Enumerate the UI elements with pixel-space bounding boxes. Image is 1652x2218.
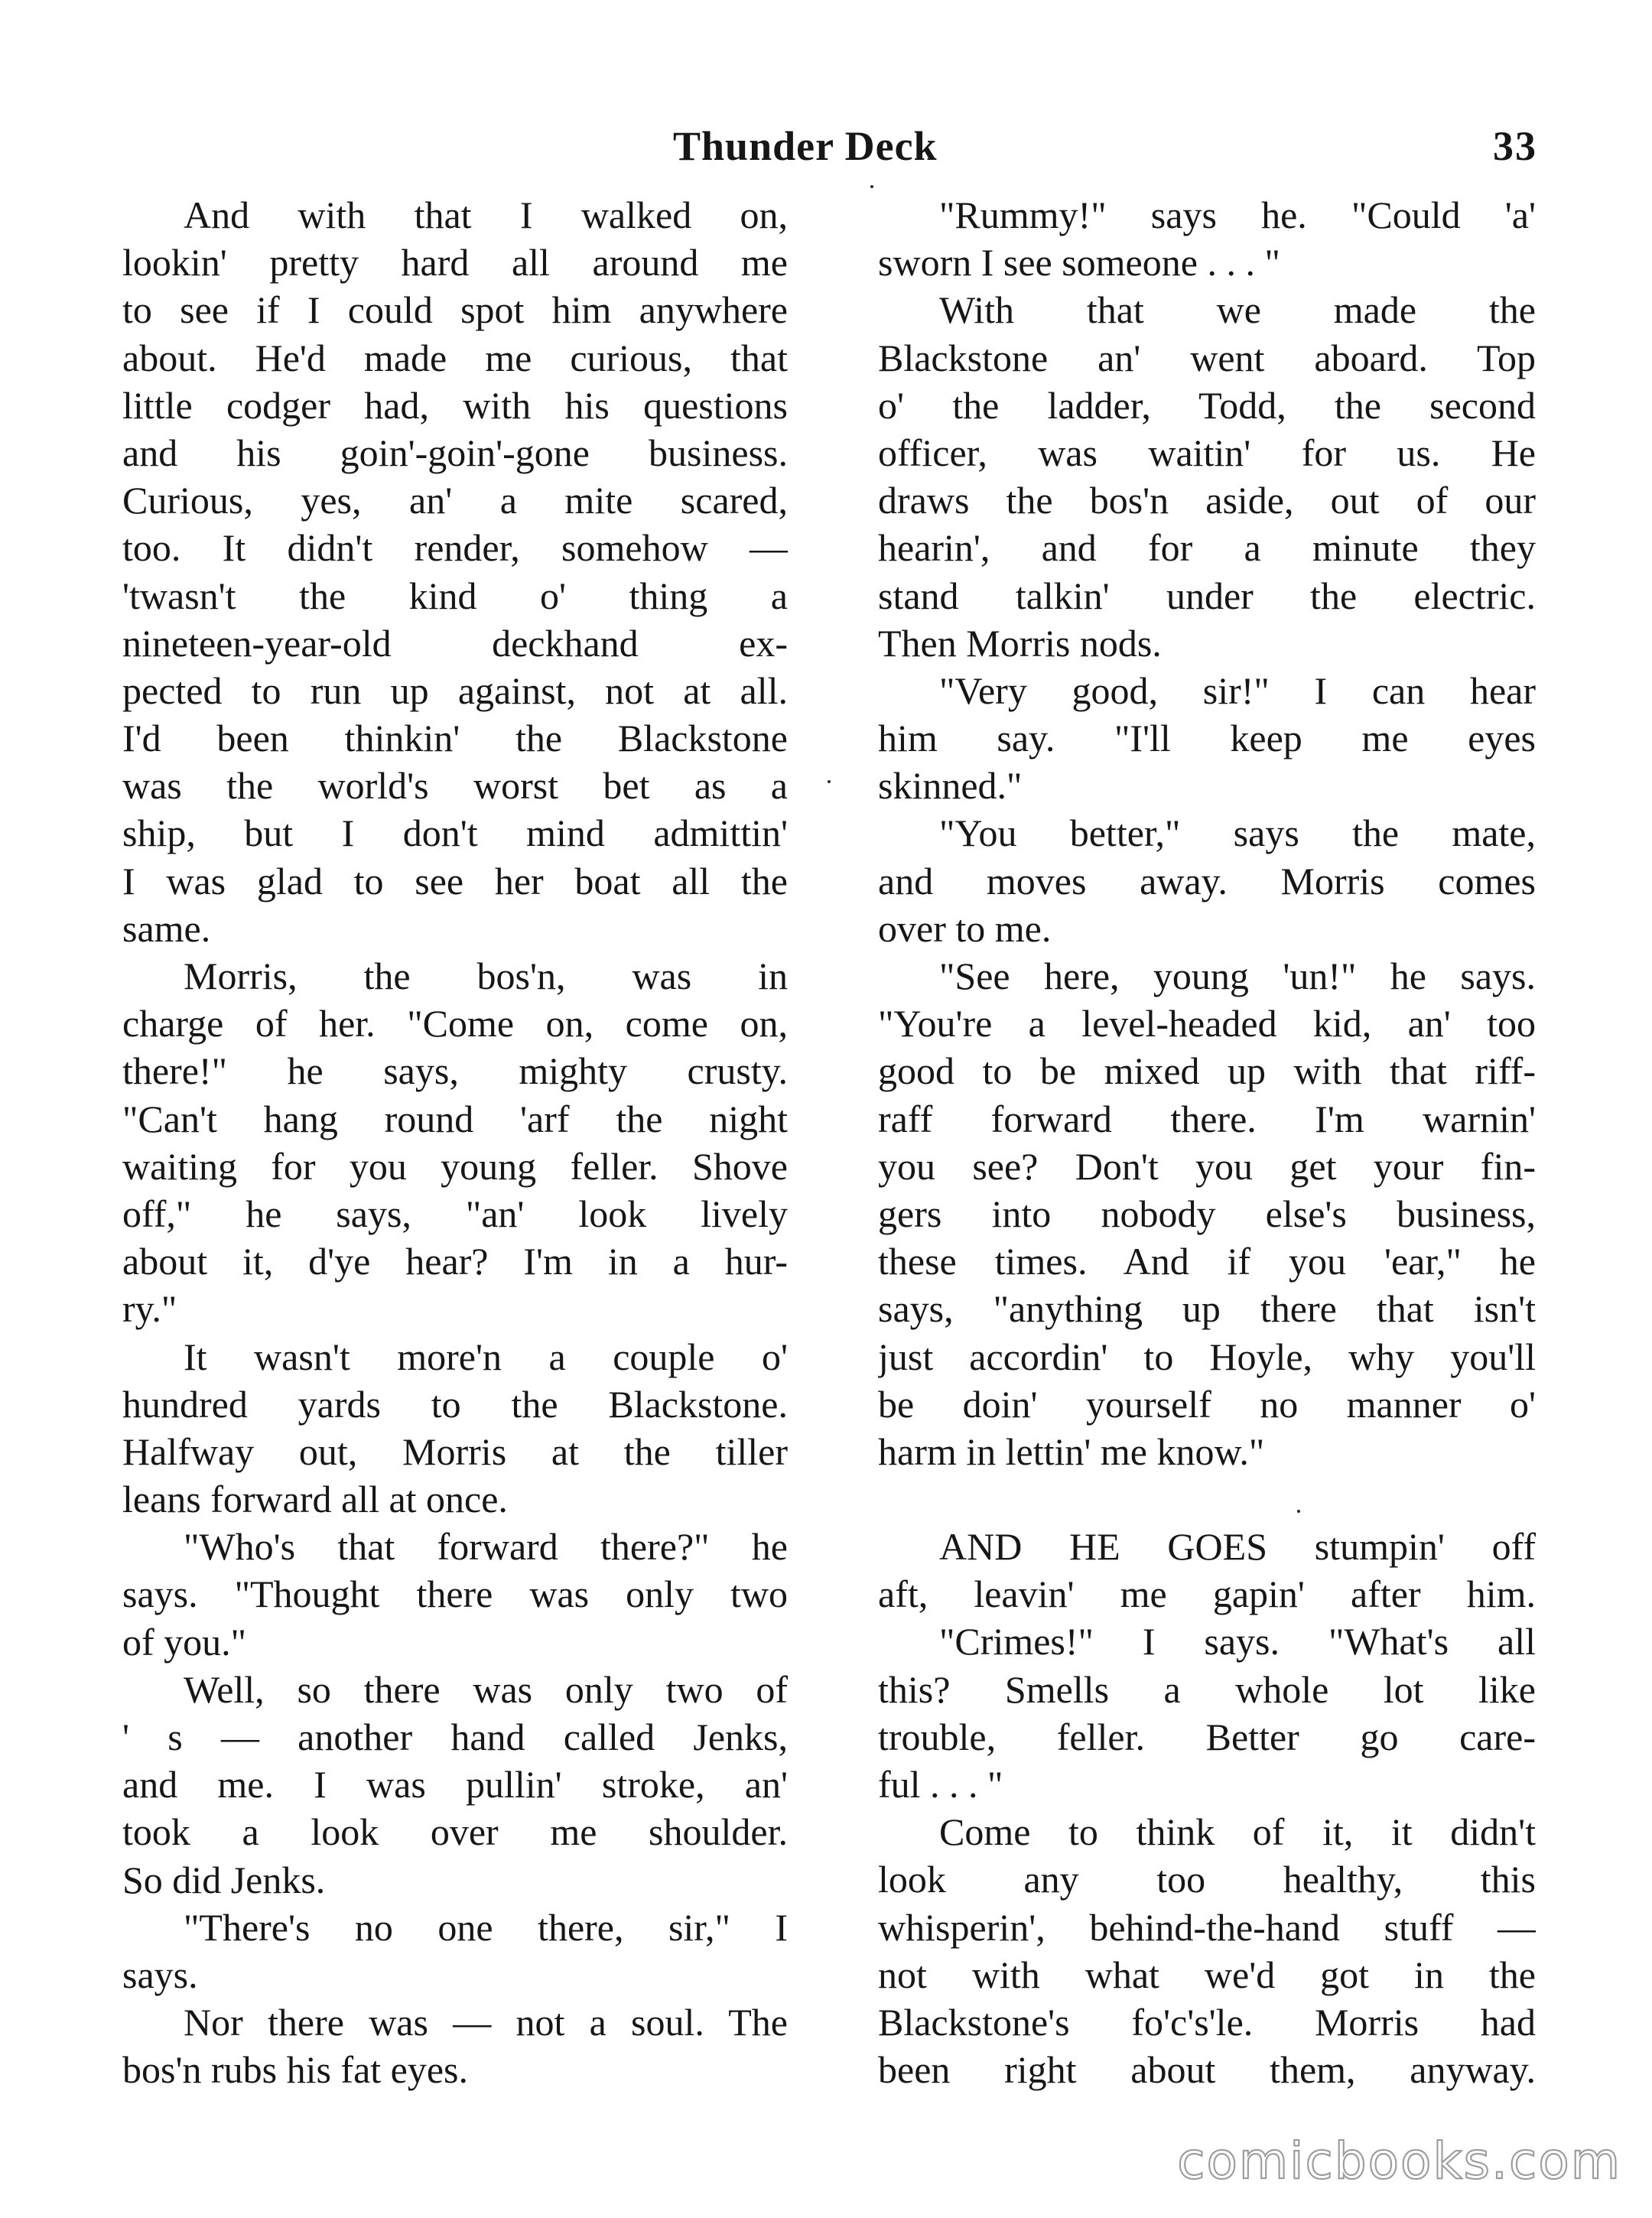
text-line: "Crimes!" I says. "What's all [939, 1620, 1536, 1664]
text-line: bos'n rubs his fat eyes. [122, 2048, 469, 2092]
right-text-column [878, 191, 1536, 2119]
text-line: With that we made the [939, 288, 1536, 332]
text-line: It wasn't more'n a couple o' [184, 1335, 788, 1378]
text-line: him say. "I'll keep me eyes [878, 717, 1536, 760]
text-line: skinned." [878, 764, 1023, 808]
section-break [878, 1475, 1536, 1523]
text-line: there!" he says, mighty crusty. [122, 1049, 788, 1093]
text-line: Come to think of it, it didn't [939, 1810, 1536, 1854]
text-line: harm in lettin' me know." [878, 1429, 1265, 1473]
text-line: So did Jenks. [122, 1858, 326, 1901]
text-line: raff forward there. I'm warnin' [878, 1097, 1536, 1140]
text-line: ' s — another hand called Jenks, [122, 1716, 788, 1758]
text-line: "You're a level-headed kid, an' too [878, 1002, 1536, 1046]
text-line: and his goin'-goin'-gone business. [122, 431, 788, 474]
text-line: not with what we'd got in the [878, 1953, 1536, 1996]
text-line: stand talkin' under the electric. [878, 574, 1536, 617]
text-line: "Very good, sir!" I can hear [939, 668, 1536, 712]
text-line: hearin', and for a minute they [878, 526, 1536, 570]
text-line: same. [122, 906, 211, 950]
text-line: trouble, feller. Better go care- [878, 1715, 1536, 1758]
text-line: over to me. [878, 906, 1052, 950]
text-line: Morris, the bos'n, was in [184, 955, 788, 997]
text-line: be doin' yourself no manner o' [878, 1382, 1536, 1426]
text-line: ry." [122, 1287, 177, 1331]
text-line: these times. And if you 'ear," he [878, 1240, 1536, 1283]
text-line: charge of her. "Come on, come on, [122, 1002, 788, 1046]
text-line: to see if I could spot him anywhere [122, 288, 788, 332]
text-line: draws the bos'n aside, out of our [878, 479, 1536, 522]
text-line: Nor there was — not a soul. The [184, 2001, 788, 2044]
text-line: "See here, young 'un!" he says. [939, 955, 1536, 997]
text-line: Well, so there was only two of [184, 1667, 788, 1711]
text-line: "Rummy!" says he. "Could 'a' [939, 194, 1536, 236]
text-line: pected to run up against, not at all. [122, 668, 788, 712]
text-line: off," he says, "an' look lively [122, 1192, 788, 1235]
text-line: "You better," says the mate, [939, 811, 1536, 855]
text-line: you see? Don't you get your fin- [878, 1144, 1536, 1188]
text-line: sworn I see someone . . . " [878, 241, 1280, 285]
text-line: says. [122, 1953, 198, 1996]
page-number: 33 [1493, 123, 1537, 169]
print-speck [1297, 1510, 1300, 1513]
text-line: says. "Thought there was only two [122, 1572, 788, 1616]
text-line: whisperin', behind-the-hand stuff — [878, 1905, 1536, 1949]
text-line: "There's no one there, sir," I [184, 1905, 788, 1949]
text-line: about it, d'ye hear? I'm in a hur- [122, 1240, 788, 1283]
print-speck [870, 185, 873, 188]
text-line: and me. I was pullin' stroke, an' [122, 1763, 788, 1807]
text-line: says, "anything up there that isn't [878, 1287, 1536, 1331]
text-line: waiting for you young feller. Shove [122, 1144, 788, 1188]
text-line: nineteen-year-old deckhand ex- [122, 621, 788, 665]
text-line: Blackstone an' went aboard. Top [878, 336, 1536, 379]
text-line: little codger had, with his questions [122, 383, 788, 427]
text-line: this? Smells a whole lot like [878, 1667, 1536, 1711]
text-line: Curious, yes, an' a mite scared, [122, 479, 788, 522]
text-line: hundred yards to the Blackstone. [122, 1382, 788, 1426]
text-line: too. It didn't render, somehow — [122, 526, 788, 570]
text-line: good to be mixed up with that riff- [878, 1049, 1536, 1093]
running-title: Thunder Deck [673, 123, 938, 169]
text-line: AND HE GOES stumpin' off [939, 1525, 1536, 1569]
text-line: 'twasn't the kind o' thing a [122, 574, 788, 617]
text-line: and moves away. Morris comes [878, 859, 1536, 902]
text-line: officer, was waitin' for us. He [878, 431, 1536, 474]
text-line: ful . . . " [878, 1763, 1003, 1806]
text-line: gers into nobody else's business, [878, 1192, 1536, 1235]
text-line: aft, leavin' me gapin' after him. [878, 1572, 1536, 1616]
text-line: "Can't hang round 'arf the night [122, 1097, 788, 1140]
text-line: Halfway out, Morris at the tiller [122, 1429, 788, 1473]
text-line: I'd been thinkin' the Blackstone [122, 717, 788, 760]
text-line: look any too healthy, this [878, 1858, 1536, 1901]
text-line: was the world's worst bet as a [122, 764, 788, 808]
text-line: of you." [122, 1620, 247, 1664]
text-line: Then Morris nods. [878, 621, 1162, 665]
left-text-column [122, 191, 788, 2119]
text-line: "Who's that forward there?" he [184, 1525, 788, 1569]
watermark-logo: comicbooks.com [1177, 2132, 1621, 2190]
text-line: just accordin' to Hoyle, why you'll [878, 1335, 1536, 1378]
text-line: took a look over me shoulder. [122, 1810, 788, 1854]
text-line: ship, but I don't mind admittin' [122, 811, 788, 855]
print-speck [828, 780, 831, 783]
text-line: leans forward all at once. [122, 1478, 508, 1521]
text-line: o' the ladder, Todd, the second [878, 383, 1536, 427]
text-line: Blackstone's fo'c's'le. Morris had [878, 2000, 1536, 2044]
running-header [658, 122, 1537, 184]
text-line: been right about them, anyway. [878, 2048, 1536, 2092]
text-line: And with that I walked on, [184, 194, 788, 236]
text-line: about. He'd made me curious, that [122, 336, 788, 379]
text-line: I was glad to see her boat all the [122, 859, 788, 902]
text-line: lookin' pretty hard all around me [122, 241, 788, 285]
